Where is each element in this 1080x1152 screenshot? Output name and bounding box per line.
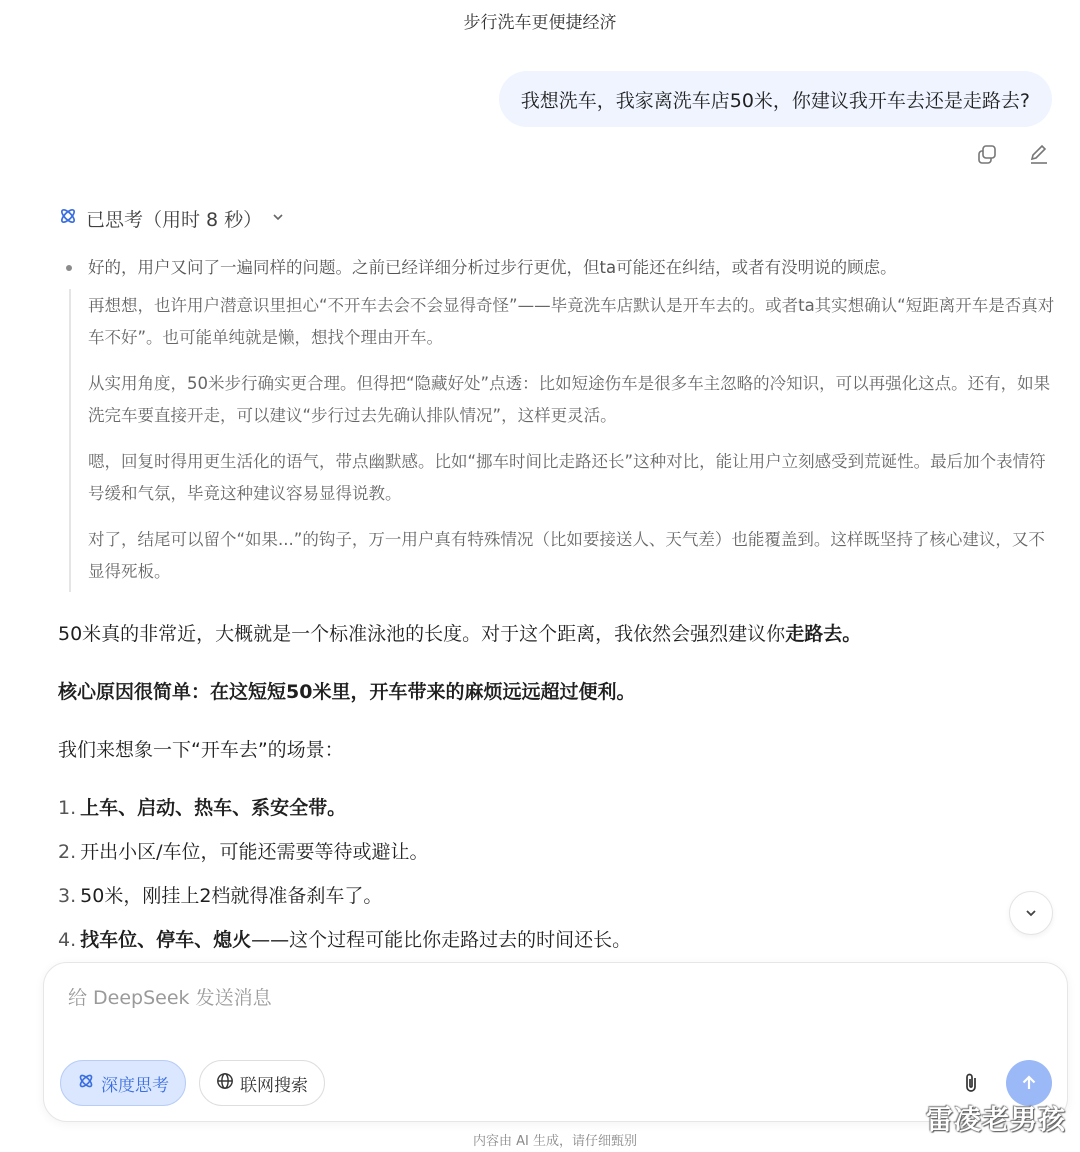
list-bold: 上车、启动、热车、系安全带。 bbox=[80, 797, 347, 819]
list-item bbox=[58, 791, 1058, 825]
list-text: 开出小区/车位，可能还需要等待或避让。 bbox=[80, 841, 429, 863]
message-composer bbox=[43, 962, 1068, 1122]
copy-icon[interactable] bbox=[974, 141, 1000, 167]
answer-paragraph: 我们来想象一下“开车去”的场景： bbox=[58, 739, 344, 761]
list-text: 50米，刚挂上2档就得准备刹车了。 bbox=[80, 885, 383, 907]
user-message-bubble bbox=[499, 71, 1052, 127]
edit-icon[interactable] bbox=[1026, 141, 1052, 167]
list-number: 3. bbox=[58, 885, 77, 907]
list-number: 2. bbox=[58, 841, 77, 863]
paperclip-icon[interactable] bbox=[958, 1070, 984, 1096]
answer-list bbox=[58, 791, 1058, 957]
thought-toggle[interactable] bbox=[58, 205, 286, 232]
chevron-down-icon bbox=[270, 208, 286, 230]
bullet-dot bbox=[66, 265, 72, 271]
list-item bbox=[58, 879, 1058, 913]
user-message-text: 我想洗车，我家离洗车店50米，你建议我开车去还是走路去? bbox=[520, 89, 1030, 112]
scroll-to-bottom-button[interactable] bbox=[1009, 891, 1053, 935]
thought-paragraph: 再想想，也许用户潜意识里担心“不开车去会不会显得奇怪”——毕竟洗车店默认是开车去的。或者ta其实想确认“短距离开车是否真对车不好”。也可能单纯就是懒，想找个理由开车。 bbox=[88, 296, 1055, 347]
chat-title: 步行洗车更便捷经济 bbox=[463, 13, 617, 33]
web-search-label: 联网搜索 bbox=[240, 1075, 308, 1096]
answer-text: 50米真的非常近，大概就是一个标准泳池的长度。对于这个距离，我依然会强烈建议你 bbox=[58, 623, 786, 645]
watermark: 雷凌老男孩 bbox=[926, 1105, 1066, 1136]
deep-think-label: 深度思考 bbox=[101, 1075, 169, 1096]
list-number: 1. bbox=[58, 797, 77, 819]
ai-disclaimer: 内容由 AI 生成，请仔细甄别 bbox=[473, 1134, 637, 1149]
arrow-up-icon bbox=[1019, 1073, 1039, 1093]
list-bold: 找车位、停车、熄火 bbox=[80, 929, 252, 951]
thought-paragraph: 从实用角度，50米步行确实更合理。但得把“隐藏好处”点透：比如短途伤车是很多车主忽略的冷知识，可以再强化这点。还有，如果洗完车要直接开走，可以建议“步行过去先确认排队情况”，这样更灵活。 bbox=[88, 374, 1051, 425]
thought-paragraph: 对了，结尾可以留个“如果...”的钩子，万一用户真有特殊情况（比如要接送人、天气差）也能覆盖到。这样既坚持了核心建议，又不显得死板。 bbox=[88, 530, 1045, 581]
assistant-answer bbox=[58, 617, 1058, 967]
answer-bold: 走路去。 bbox=[785, 623, 862, 645]
web-search-toggle[interactable] bbox=[199, 1060, 325, 1106]
list-item bbox=[58, 835, 1058, 869]
deepthink-icon bbox=[77, 1072, 95, 1095]
message-actions bbox=[974, 141, 1052, 167]
list-item bbox=[58, 923, 1058, 957]
thought-label: 已思考（用时 8 秒） bbox=[86, 209, 263, 231]
thought-paragraph: 嗯，回复时得用更生活化的语气，带点幽默感。比如“挪车时间比走路还长”这种对比，能让用户立刻感受到荒诞性。最后加个表情符号缓和气氛，毕竟这种建议容易显得说教。 bbox=[88, 452, 1046, 503]
deepthink-icon bbox=[58, 206, 78, 231]
thought-content bbox=[58, 255, 1058, 592]
deep-think-toggle[interactable] bbox=[60, 1060, 186, 1106]
thought-first-line: 好的，用户又问了一遍同样的问题。之前已经详细分析过步行更优，但ta可能还在纠结，或者有没明说的顾虑。 bbox=[88, 258, 897, 277]
answer-paragraph: 核心原因很简单：在这短短50米里，开车带来的麻烦远远超过便利。 bbox=[58, 681, 636, 703]
globe-icon bbox=[216, 1072, 234, 1095]
message-input[interactable] bbox=[68, 983, 1028, 1013]
list-number: 4. bbox=[58, 929, 77, 951]
chevron-down-icon bbox=[1023, 905, 1039, 921]
thought-quote-block bbox=[69, 289, 1058, 592]
list-text: ——这个过程可能比你走路过去的时间还长。 bbox=[251, 929, 632, 951]
answer-paragraph bbox=[58, 617, 1058, 651]
